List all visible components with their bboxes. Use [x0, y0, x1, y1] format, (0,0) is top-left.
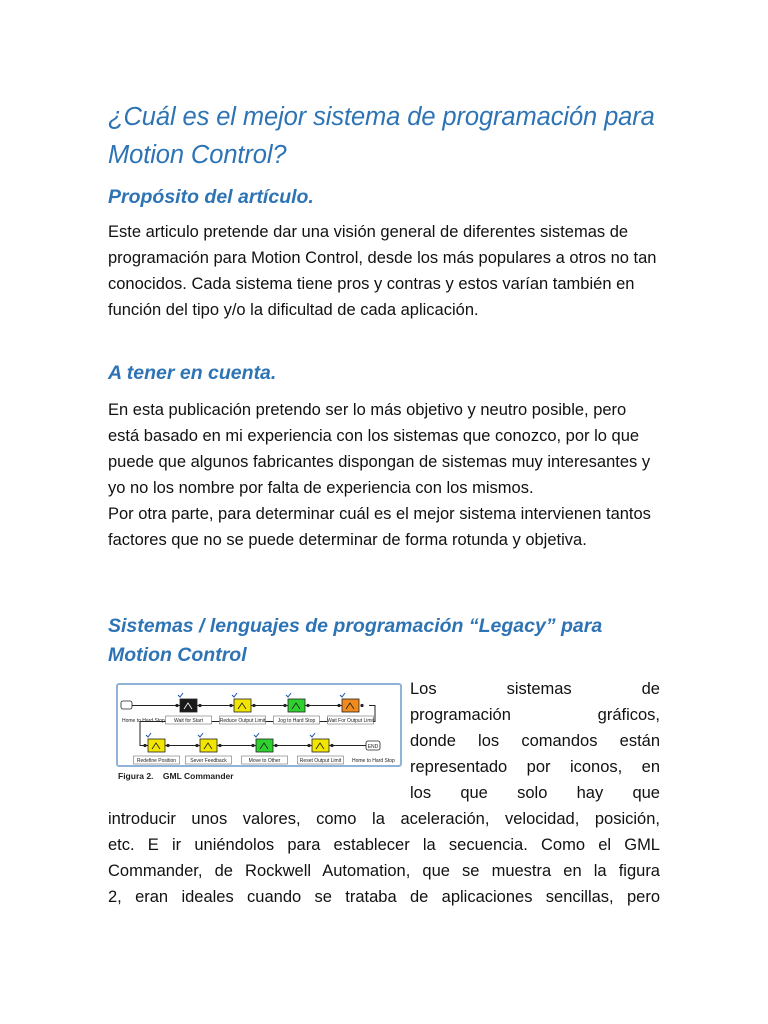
- connector-dot: [229, 704, 232, 707]
- block-label: Reset Output Limit: [299, 758, 342, 764]
- gml-diagram: [118, 685, 400, 765]
- paragraph: En esta publicación pretendo ser lo más objetivo y neutro posible, pero está basado en mi experiencia con los sistemas que conozco, por lo que puede que algunos fabricantes dispongan de sistemas muy interesantes y yo no los nombre por falta de experiencia con los mismos.: [108, 401, 651, 497]
- check-mark: [198, 733, 203, 737]
- section-body-purpose: [108, 219, 660, 323]
- section-body-consider: [108, 397, 660, 553]
- check-mark: [178, 693, 183, 697]
- block-label: Home to Hard Stop: [352, 758, 395, 764]
- connector-dot: [360, 704, 363, 707]
- connector-dot: [283, 704, 286, 707]
- connector-dot: [143, 744, 146, 747]
- figure-caption: [118, 771, 234, 781]
- block-label: Sever Feedback: [190, 758, 227, 764]
- block-label: Home to Hard Stop: [122, 718, 165, 724]
- connector-dot: [337, 704, 340, 707]
- block-label: Reduce Output Limit: [219, 718, 266, 724]
- caption-label: Figura 2.: [118, 771, 154, 781]
- connector-dot: [195, 744, 198, 747]
- check-mark: [286, 693, 291, 697]
- check-mark: [310, 733, 315, 737]
- text-line: donde los comandos están: [410, 732, 660, 750]
- side-paragraph: [410, 676, 660, 806]
- command-block: [234, 699, 251, 712]
- check-mark: [340, 693, 345, 697]
- connector-dot: [330, 744, 333, 747]
- start-terminal: [121, 701, 132, 709]
- text-line: etc. E ir uniéndolos para establecer la secuencia. Como el GML: [108, 836, 660, 854]
- paragraph: Este articulo pretende dar una visión general de diferentes sistemas de programación para Motion Control, desde los más populares a otros no tan conocidos. Cada sistema tiene pros y contras y estos varían también en función del tipo y/o la dificultad de cada aplicación.: [108, 223, 657, 319]
- figure-gml-commander: [116, 683, 404, 788]
- command-block: [288, 699, 305, 712]
- text-line: 2, eran ideales cuando se trataba de aplicaciones sencillas, pero: [108, 888, 660, 906]
- text-line: representado por iconos, en: [410, 758, 660, 776]
- connector-dot: [166, 744, 169, 747]
- diagram-frame: [116, 683, 402, 767]
- block-label: Redefine Position: [136, 758, 177, 764]
- end-label: END: [367, 744, 379, 750]
- connector-dot: [218, 744, 221, 747]
- section-heading-consider: A tener en cuenta.: [108, 362, 277, 384]
- command-block: [342, 699, 359, 712]
- connector-dot: [198, 704, 201, 707]
- command-block: [180, 699, 197, 712]
- command-block: [148, 739, 165, 752]
- text-line: Los sistemas de: [410, 680, 660, 698]
- connector-dot: [251, 744, 254, 747]
- connector-dot: [307, 744, 310, 747]
- page-title: ¿Cuál es el mejor sistema de programación para Motion Control?: [108, 103, 655, 169]
- block-label: Wait For Output Limit: [326, 718, 375, 724]
- block-label: Move to Other: [248, 758, 281, 764]
- check-mark: [146, 733, 151, 737]
- connector-dot: [306, 704, 309, 707]
- paragraph: Por otra parte, para determinar cuál es el mejor sistema intervienen tantos factores que no se puede determinar de forma rotunda y objetiva.: [108, 505, 651, 549]
- text-line: Commander, de Rockwell Automation, que se muestra en la figura: [108, 862, 660, 880]
- block-label: Jog to Hard Stop: [277, 718, 316, 724]
- continued-paragraph: [108, 806, 660, 910]
- command-block: [256, 739, 273, 752]
- check-mark: [232, 693, 237, 697]
- caption-text: GML Commander: [162, 771, 234, 781]
- command-block: [200, 739, 217, 752]
- section-heading-legacy: Sistemas / lenguajes de programación “Legacy” para Motion Control: [108, 615, 603, 666]
- text-line: los que solo hay que: [410, 784, 660, 802]
- block-label: Wait for Start: [174, 718, 203, 724]
- connector-dot: [252, 704, 255, 707]
- text-line: programación gráficos,: [410, 706, 660, 724]
- check-mark: [254, 733, 259, 737]
- command-block: [312, 739, 329, 752]
- connector-dot: [175, 704, 178, 707]
- section-heading-purpose: Propósito del artículo.: [108, 186, 314, 208]
- connector-dot: [274, 744, 277, 747]
- text-line: introducir unos valores, como la aceleración, velocidad, posición,: [108, 810, 660, 828]
